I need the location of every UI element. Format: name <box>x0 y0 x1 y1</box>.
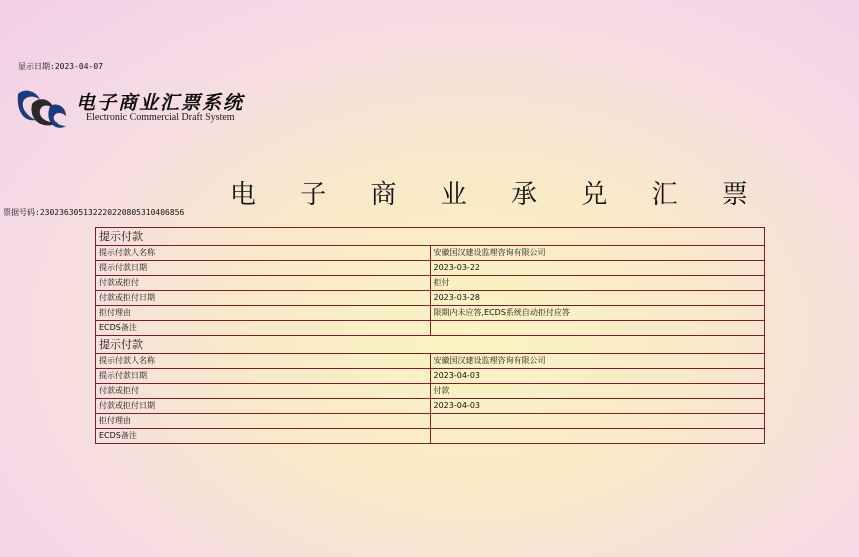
row-label: 付款或拒付 <box>96 276 431 291</box>
row-label: 付款或拒付日期 <box>96 399 431 414</box>
table-row <box>96 414 765 429</box>
row-label: 拒付理由 <box>96 414 431 429</box>
row-label: 付款或拒付日期 <box>96 291 431 306</box>
table-row <box>96 354 765 369</box>
table-row <box>96 306 765 321</box>
document-title: 电 子 商 业 承 兑 汇 票 <box>230 180 766 210</box>
logo <box>14 86 274 134</box>
section-heading-row <box>96 228 765 246</box>
row-label: ECDS备注 <box>96 321 431 336</box>
logo-english-text: Electronic Commercial Draft System <box>86 112 235 123</box>
row-value: 安徽国汉建设监理咨询有限公司 <box>430 354 765 369</box>
section-heading: 提示付款 <box>96 336 765 354</box>
row-label: 提示付款日期 <box>96 369 431 384</box>
table-row <box>96 321 765 336</box>
table-row <box>96 369 765 384</box>
section-heading-row <box>96 336 765 354</box>
row-value: 2023-04-03 <box>430 399 765 414</box>
row-label: ECDS备注 <box>96 429 431 444</box>
table-row <box>96 384 765 399</box>
table-row <box>96 429 765 444</box>
row-value: 2023-03-22 <box>430 261 765 276</box>
ecds-logo-icon <box>14 86 70 132</box>
logo-chinese-text: 电子商业汇票系统 <box>76 92 245 114</box>
row-label: 提示付款人名称 <box>96 246 431 261</box>
table-row <box>96 246 765 261</box>
row-label: 提示付款日期 <box>96 261 431 276</box>
row-value: 拒付 <box>430 276 765 291</box>
row-label: 付款或拒付 <box>96 384 431 399</box>
row-value: 限期内未应答,ECDS系统自动拒付应答 <box>430 306 765 321</box>
row-value: 2023-04-03 <box>430 369 765 384</box>
table-row <box>96 399 765 414</box>
row-value: 2023-03-28 <box>430 291 765 306</box>
table-row <box>96 261 765 276</box>
row-value <box>430 321 765 336</box>
row-label: 提示付款人名称 <box>96 354 431 369</box>
row-value <box>430 414 765 429</box>
row-value: 安徽国汉建设监理咨询有限公司 <box>430 246 765 261</box>
row-label: 拒付理由 <box>96 306 431 321</box>
row-value <box>430 429 765 444</box>
display-date: 显示日期:2023-04-07 <box>18 62 103 71</box>
section-heading: 提示付款 <box>96 228 765 246</box>
row-value: 付款 <box>430 384 765 399</box>
payment-table <box>95 227 765 444</box>
table-row <box>96 276 765 291</box>
table-row <box>96 291 765 306</box>
bill-number: 票据号码:230236305132220220805310406856 <box>3 208 185 217</box>
